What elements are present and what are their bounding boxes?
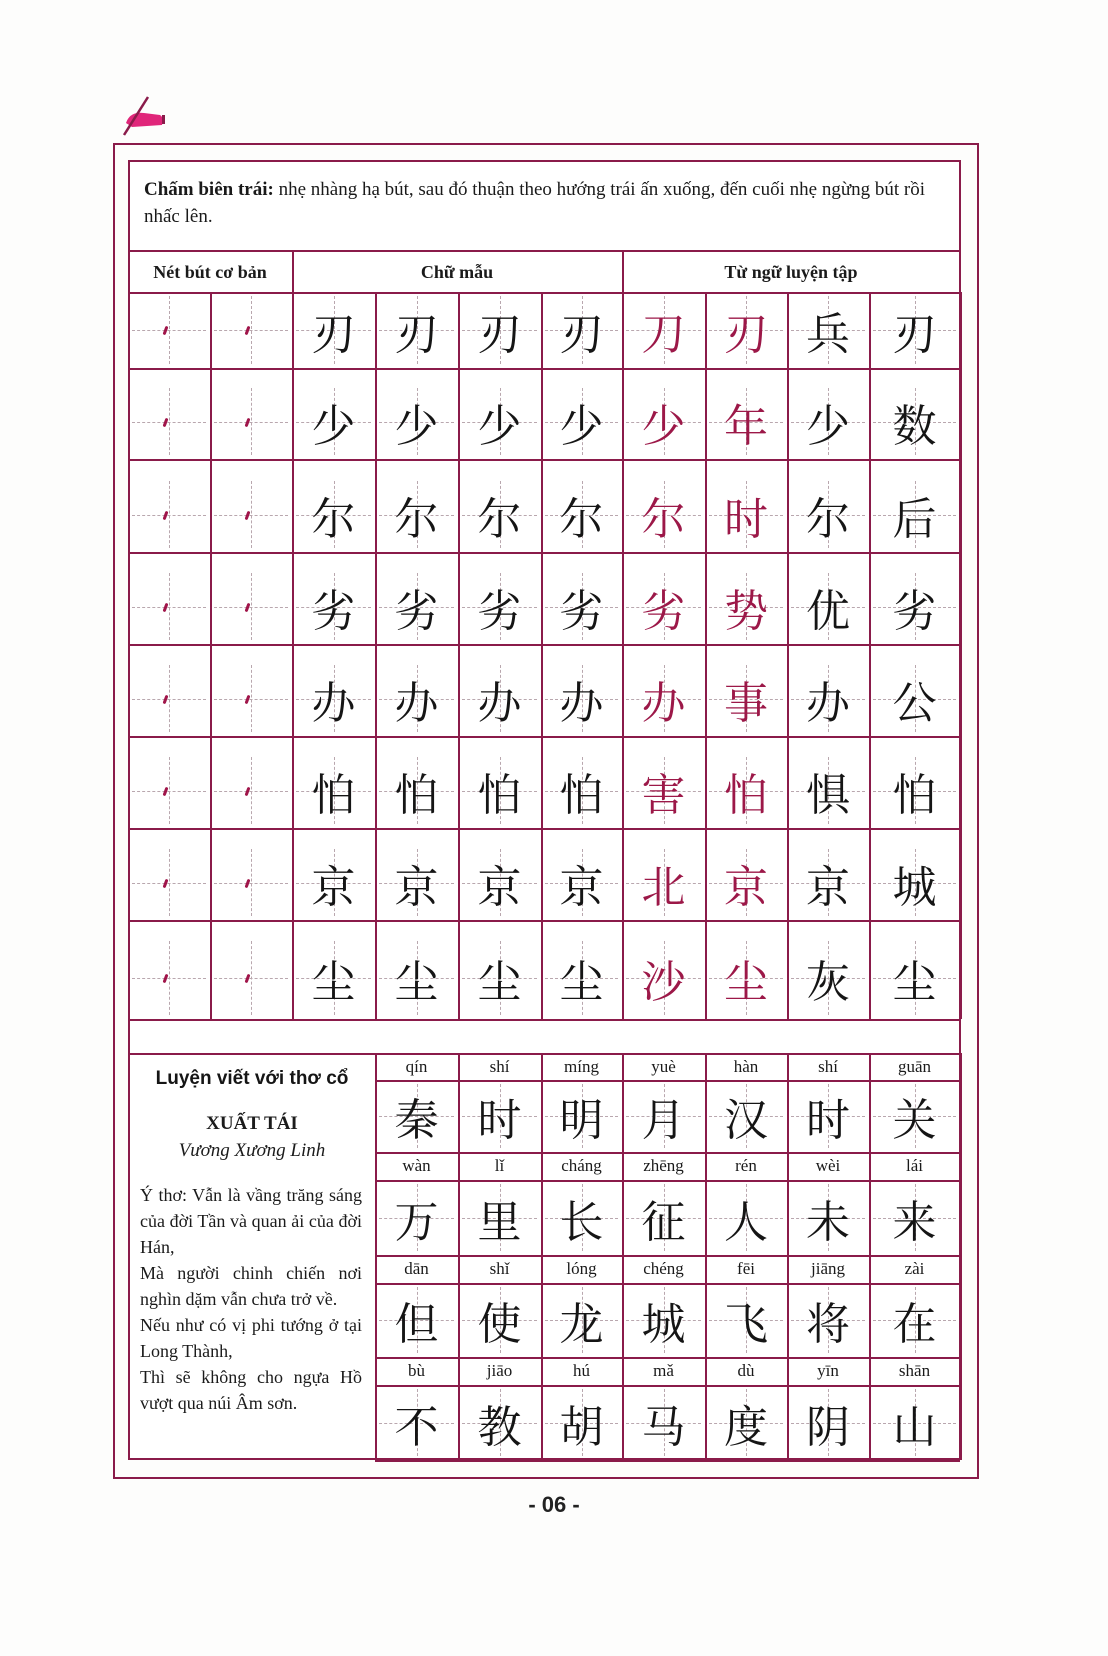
instruction-text: nhẹ nhàng hạ bút, sau đó thuận theo hướng trái ấn xuống, đến cuối nhẹ ngừng bút rồi nhấc lên.	[144, 179, 926, 227]
writing-cell[interactable]	[541, 753, 622, 828]
sample-character: 京	[559, 861, 604, 913]
practice-character: 灰	[806, 957, 850, 1008]
poem-writing-cell[interactable]	[787, 1080, 869, 1152]
guide-line	[132, 978, 206, 979]
poem-character: 时	[477, 1095, 522, 1146]
practice-character: 数	[892, 400, 937, 452]
sample-character: 尔	[311, 493, 356, 545]
pinyin-label: hàn	[733, 1056, 759, 1076]
pen-in-hand-icon	[122, 95, 170, 137]
sample-character: 劣	[477, 585, 522, 637]
grid-line	[960, 292, 962, 384]
poem-character: 度	[724, 1401, 768, 1453]
pinyin-label: yīn	[817, 1361, 839, 1380]
pinyin-label: dān	[404, 1259, 429, 1278]
writing-cell[interactable]	[292, 384, 375, 459]
sample-character: 京	[394, 861, 439, 913]
poem-character: 飞	[724, 1299, 768, 1350]
grid-line	[128, 1019, 960, 1021]
guide-line	[132, 422, 206, 423]
writing-cell[interactable]	[705, 477, 787, 552]
pinyin-label: zhēng	[643, 1156, 684, 1175]
header-basic-stroke: Nét bút cơ bản	[153, 261, 267, 282]
pinyin-label: jiāo	[486, 1361, 513, 1380]
pinyin-label: lái	[906, 1156, 923, 1175]
writing-cell[interactable]	[787, 845, 869, 920]
sample-character: 怕	[477, 769, 522, 821]
sample-character: 办	[559, 677, 604, 729]
writing-cell[interactable]	[869, 292, 960, 368]
grid-line	[128, 920, 960, 922]
poem-author: Vương Xương Linh	[178, 1140, 326, 1161]
sample-character: 办	[394, 677, 439, 729]
sample-character: 尔	[559, 493, 604, 545]
writing-cell[interactable]	[622, 661, 705, 736]
poem-character: 山	[892, 1401, 937, 1453]
writing-cell[interactable]	[869, 661, 960, 736]
practice-character: 京	[806, 861, 850, 913]
sample-character: 刃	[311, 309, 356, 360]
poem-writing-cell[interactable]	[458, 1385, 541, 1460]
grid-line	[960, 937, 962, 1019]
writing-cell[interactable]	[128, 845, 210, 920]
grid-line	[128, 828, 960, 830]
practice-character: 刃	[892, 309, 937, 360]
sample-character: 劣	[394, 585, 439, 637]
writing-cell[interactable]	[705, 753, 787, 828]
writing-cell[interactable]	[292, 569, 375, 644]
writing-cell[interactable]	[622, 569, 705, 644]
practice-character: 京	[724, 861, 768, 913]
poem-writing-cell[interactable]	[869, 1080, 960, 1152]
pinyin-label: rén	[735, 1156, 757, 1175]
guide-line	[214, 883, 288, 884]
pinyin-label: zài	[904, 1259, 925, 1278]
guide-line	[132, 330, 206, 331]
writing-cell[interactable]	[292, 937, 375, 1019]
poem-writing-cell[interactable]	[622, 1180, 705, 1255]
writing-cell[interactable]	[375, 477, 458, 552]
pinyin-label: mǎ	[653, 1361, 674, 1380]
sample-character: 办	[477, 677, 522, 729]
writing-cell[interactable]	[128, 569, 210, 644]
practice-character: 办	[806, 677, 850, 729]
writing-cell[interactable]	[705, 661, 787, 736]
sample-character: 尔	[477, 493, 522, 545]
writing-cell[interactable]	[869, 845, 960, 920]
poem-character: 不	[394, 1401, 439, 1453]
header-sample-chars: Chữ mẫu	[420, 261, 494, 282]
writing-cell[interactable]	[787, 753, 869, 828]
pinyin-label: fēi	[737, 1259, 755, 1278]
writing-cell[interactable]	[458, 477, 541, 552]
writing-cell[interactable]	[541, 845, 622, 920]
grid-line	[960, 1255, 962, 1357]
poem-character: 城	[641, 1299, 686, 1350]
writing-cell[interactable]	[458, 292, 541, 368]
poem-writing-cell[interactable]	[375, 1080, 458, 1152]
poem-writing-cell[interactable]	[869, 1283, 960, 1357]
writing-cell[interactable]	[292, 753, 375, 828]
pinyin-label: jiāng	[811, 1259, 845, 1278]
guide-line	[132, 791, 206, 792]
sample-character: 尘	[559, 957, 604, 1008]
writing-cell[interactable]	[375, 937, 458, 1019]
writing-cell[interactable]	[787, 937, 869, 1019]
poem-character: 汉	[724, 1095, 768, 1146]
sample-character: 刃	[477, 309, 522, 360]
pinyin-label: shān	[898, 1361, 931, 1380]
sample-character: 劣	[559, 585, 604, 637]
sample-character: 怕	[394, 769, 439, 821]
pinyin-label: bù	[408, 1361, 425, 1380]
grid-line	[960, 845, 962, 937]
writing-cell[interactable]	[375, 845, 458, 920]
poem-writing-cell[interactable]	[869, 1180, 960, 1255]
writing-cell[interactable]	[375, 384, 458, 459]
sample-character: 少	[311, 400, 356, 452]
poem-character: 月	[641, 1095, 686, 1146]
writing-cell[interactable]	[622, 292, 705, 368]
guide-line	[214, 791, 288, 792]
poem-writing-cell[interactable]	[622, 1283, 705, 1357]
poem-character: 明	[559, 1095, 604, 1146]
writing-cell[interactable]	[622, 937, 705, 1019]
writing-cell[interactable]	[128, 661, 210, 736]
grid-line	[128, 459, 960, 461]
poem-character: 胡	[559, 1401, 604, 1453]
writing-cell[interactable]	[375, 292, 458, 368]
grid-line	[128, 736, 960, 738]
grid-line	[128, 644, 960, 646]
poem-character: 将	[806, 1299, 850, 1350]
sample-character: 京	[311, 861, 356, 913]
grid-line	[960, 1152, 962, 1255]
sample-character: 劣	[311, 585, 356, 637]
poem-meaning	[140, 1182, 362, 1416]
writing-cell[interactable]	[622, 477, 705, 552]
sample-character: 少	[394, 400, 439, 452]
sample-character: 怕	[311, 769, 356, 821]
poem-writing-cell[interactable]	[869, 1385, 960, 1460]
writing-cell[interactable]	[458, 937, 541, 1019]
writing-cell[interactable]	[128, 753, 210, 828]
practice-character: 劣	[892, 585, 937, 637]
writing-cell[interactable]	[458, 845, 541, 920]
poem-meaning-line: Thì sẽ không cho ngựa Hồ vượt qua núi Âm sơn.	[140, 1367, 362, 1413]
practice-character: 优	[806, 585, 850, 637]
guide-line	[214, 515, 288, 516]
writing-cell[interactable]	[869, 477, 960, 552]
practice-character: 势	[724, 585, 768, 637]
guide-line	[214, 978, 288, 979]
poem-writing-cell[interactable]	[622, 1080, 705, 1152]
practice-character: 事	[724, 677, 768, 729]
sample-character: 尘	[311, 957, 356, 1008]
writing-cell[interactable]	[705, 845, 787, 920]
poem-writing-cell[interactable]	[375, 1385, 458, 1460]
writing-cell[interactable]	[541, 292, 622, 368]
poem-character: 在	[892, 1299, 937, 1350]
poem-character: 里	[477, 1196, 522, 1248]
writing-cell[interactable]	[705, 384, 787, 459]
grid-line	[960, 1357, 962, 1460]
sample-character: 怕	[559, 769, 604, 821]
guide-line	[214, 699, 288, 700]
pinyin-label: dù	[737, 1361, 755, 1380]
writing-cell[interactable]	[705, 292, 787, 368]
poem-title: XUẤT TÁI	[206, 1113, 298, 1134]
sample-character: 尔	[394, 493, 439, 545]
writing-cell[interactable]	[622, 753, 705, 828]
poem-character: 未	[806, 1196, 850, 1248]
poem-writing-cell[interactable]	[541, 1180, 622, 1255]
poem-writing-cell[interactable]	[375, 1180, 458, 1255]
pinyin-label: shí	[818, 1056, 838, 1076]
practice-character: 后	[892, 493, 937, 545]
writing-cell[interactable]	[458, 661, 541, 736]
poem-writing-cell[interactable]	[622, 1385, 705, 1460]
poem-character: 龙	[559, 1299, 604, 1350]
practice-character: 沙	[641, 957, 686, 1008]
sample-character: 京	[477, 861, 522, 913]
guide-line	[132, 699, 206, 700]
sample-character: 少	[559, 400, 604, 452]
writing-cell[interactable]	[292, 845, 375, 920]
poem-character: 来	[892, 1196, 937, 1248]
sample-character: 刃	[559, 309, 604, 360]
poem-character: 秦	[394, 1095, 439, 1146]
practice-character: 年	[724, 400, 768, 452]
poem-character: 征	[641, 1196, 686, 1248]
writing-cell[interactable]	[210, 937, 292, 1019]
pinyin-label: wèi	[815, 1156, 841, 1175]
writing-cell[interactable]	[292, 661, 375, 736]
practice-character: 少	[641, 400, 686, 452]
writing-cell[interactable]	[787, 569, 869, 644]
practice-character: 兵	[806, 309, 850, 360]
poem-writing-cell[interactable]	[705, 1385, 787, 1460]
practice-character: 尘	[892, 957, 937, 1008]
practice-character: 怕	[724, 769, 768, 821]
writing-cell[interactable]	[787, 661, 869, 736]
poem-character: 马	[641, 1401, 686, 1453]
poem-meaning-line: Nếu như có vị phi tướng ở tại Long Thành,	[140, 1315, 362, 1361]
poem-character: 时	[806, 1095, 850, 1146]
instruction-term: Chấm biên trái:	[144, 179, 274, 200]
writing-cell[interactable]	[375, 569, 458, 644]
sample-character: 刃	[394, 309, 439, 360]
writing-cell[interactable]	[458, 569, 541, 644]
pinyin-label: hú	[573, 1361, 590, 1380]
writing-cell[interactable]	[210, 477, 292, 552]
guide-line	[214, 330, 288, 331]
poem-character: 使	[477, 1299, 522, 1350]
poem-writing-cell[interactable]	[541, 1283, 622, 1357]
writing-cell[interactable]	[541, 569, 622, 644]
grid-line	[375, 1460, 960, 1462]
writing-cell[interactable]	[210, 384, 292, 459]
writing-cell[interactable]	[458, 384, 541, 459]
practice-character: 办	[641, 677, 686, 729]
writing-cell[interactable]	[541, 384, 622, 459]
writing-cell[interactable]	[787, 477, 869, 552]
practice-character: 刃	[724, 309, 768, 360]
poem-writing-cell[interactable]	[541, 1080, 622, 1152]
practice-character: 北	[641, 861, 686, 913]
grid-line	[960, 753, 962, 845]
pinyin-label: lóng	[566, 1259, 597, 1278]
writing-cell[interactable]	[787, 292, 869, 368]
writing-cell[interactable]	[869, 569, 960, 644]
sample-character: 尘	[394, 957, 439, 1008]
guide-line	[214, 422, 288, 423]
guide-line	[132, 607, 206, 608]
poem-meaning-line: Ý thơ: Vẫn là vầng trăng sáng của đời Tần và quan ải của đời Hán,	[140, 1185, 362, 1257]
writing-cell[interactable]	[622, 845, 705, 920]
writing-cell[interactable]	[705, 937, 787, 1019]
writing-cell[interactable]	[787, 384, 869, 459]
pinyin-label: guān	[897, 1056, 932, 1076]
writing-cell[interactable]	[210, 845, 292, 920]
sample-character: 尘	[477, 957, 522, 1008]
pinyin-label: míng	[564, 1056, 599, 1076]
poem-section-title: Luyện viết với thơ cổ	[155, 1068, 349, 1089]
poem-writing-cell[interactable]	[787, 1180, 869, 1255]
writing-cell[interactable]	[210, 753, 292, 828]
poem-character: 长	[559, 1196, 604, 1248]
writing-cell[interactable]	[375, 753, 458, 828]
practice-character: 害	[641, 769, 686, 821]
poem-character: 关	[892, 1095, 937, 1146]
guide-line	[132, 515, 206, 516]
grid-line	[960, 1053, 962, 1152]
poem-character: 但	[394, 1299, 439, 1350]
stroke-instruction	[144, 176, 944, 230]
poem-meaning-line: Mà người chinh chiến nơi nghìn dặm vẫn chưa trở về.	[140, 1263, 362, 1309]
grid-line	[128, 368, 960, 370]
poem-writing-cell[interactable]	[458, 1283, 541, 1357]
writing-cell[interactable]	[128, 937, 210, 1019]
grid-line	[960, 661, 962, 753]
writing-cell[interactable]	[128, 384, 210, 459]
page-number: - 06 -	[528, 1492, 580, 1517]
sample-character: 办	[311, 677, 356, 729]
poem-writing-cell[interactable]	[375, 1283, 458, 1357]
pinyin-label: shí	[489, 1056, 510, 1076]
poem-writing-cell[interactable]	[458, 1080, 541, 1152]
poem-character: 万	[394, 1196, 439, 1248]
poem-writing-cell[interactable]	[705, 1283, 787, 1357]
pinyin-label: lǐ	[494, 1156, 505, 1175]
writing-cell[interactable]	[622, 384, 705, 459]
poem-writing-cell[interactable]	[458, 1180, 541, 1255]
writing-cell[interactable]	[541, 661, 622, 736]
poem-writing-cell[interactable]	[705, 1180, 787, 1255]
writing-cell[interactable]	[292, 292, 375, 368]
writing-cell[interactable]	[210, 569, 292, 644]
poem-character: 人	[724, 1196, 768, 1248]
writing-cell[interactable]	[541, 477, 622, 552]
pinyin-label: wàn	[402, 1156, 431, 1175]
practice-character: 惧	[806, 769, 850, 821]
poem-writing-cell[interactable]	[541, 1385, 622, 1460]
header-practice-words: Từ ngữ luyện tập	[724, 261, 858, 282]
writing-cell[interactable]	[541, 937, 622, 1019]
writing-cell[interactable]	[375, 661, 458, 736]
writing-cell[interactable]	[458, 753, 541, 828]
sample-character: 少	[477, 400, 522, 452]
writing-cell[interactable]	[705, 569, 787, 644]
grid-line	[128, 552, 960, 554]
practice-character: 少	[806, 400, 850, 452]
practice-character: 尔	[641, 493, 686, 545]
practice-character: 怕	[892, 769, 937, 821]
pinyin-label: qín	[405, 1056, 428, 1076]
grid-line	[960, 477, 962, 569]
guide-line	[132, 883, 206, 884]
writing-cell[interactable]	[128, 477, 210, 552]
grid-line	[960, 384, 962, 477]
poem-writing-cell[interactable]	[787, 1283, 869, 1357]
practice-character: 尔	[806, 493, 850, 545]
guide-line	[214, 607, 288, 608]
writing-cell[interactable]	[210, 661, 292, 736]
practice-character: 劣	[641, 585, 686, 637]
writing-cell[interactable]	[869, 753, 960, 828]
poem-writing-cell[interactable]	[787, 1385, 869, 1460]
writing-cell[interactable]	[128, 292, 210, 368]
practice-character: 时	[724, 493, 768, 545]
pinyin-label: yuè	[651, 1056, 676, 1076]
writing-cell[interactable]	[869, 384, 960, 459]
practice-character: 刀	[641, 309, 686, 360]
writing-cell[interactable]	[869, 937, 960, 1019]
poem-character: 阴	[806, 1401, 850, 1453]
poem-character: 教	[477, 1401, 522, 1453]
writing-cell[interactable]	[292, 477, 375, 552]
pinyin-label: chéng	[643, 1259, 684, 1278]
practice-character: 公	[892, 677, 937, 729]
poem-writing-cell[interactable]	[705, 1080, 787, 1152]
practice-character: 尘	[724, 957, 768, 1008]
pinyin-label: cháng	[561, 1156, 602, 1175]
grid-line	[960, 569, 962, 661]
pinyin-label: shǐ	[489, 1259, 510, 1278]
practice-character: 城	[892, 861, 937, 913]
writing-cell[interactable]	[210, 292, 292, 368]
